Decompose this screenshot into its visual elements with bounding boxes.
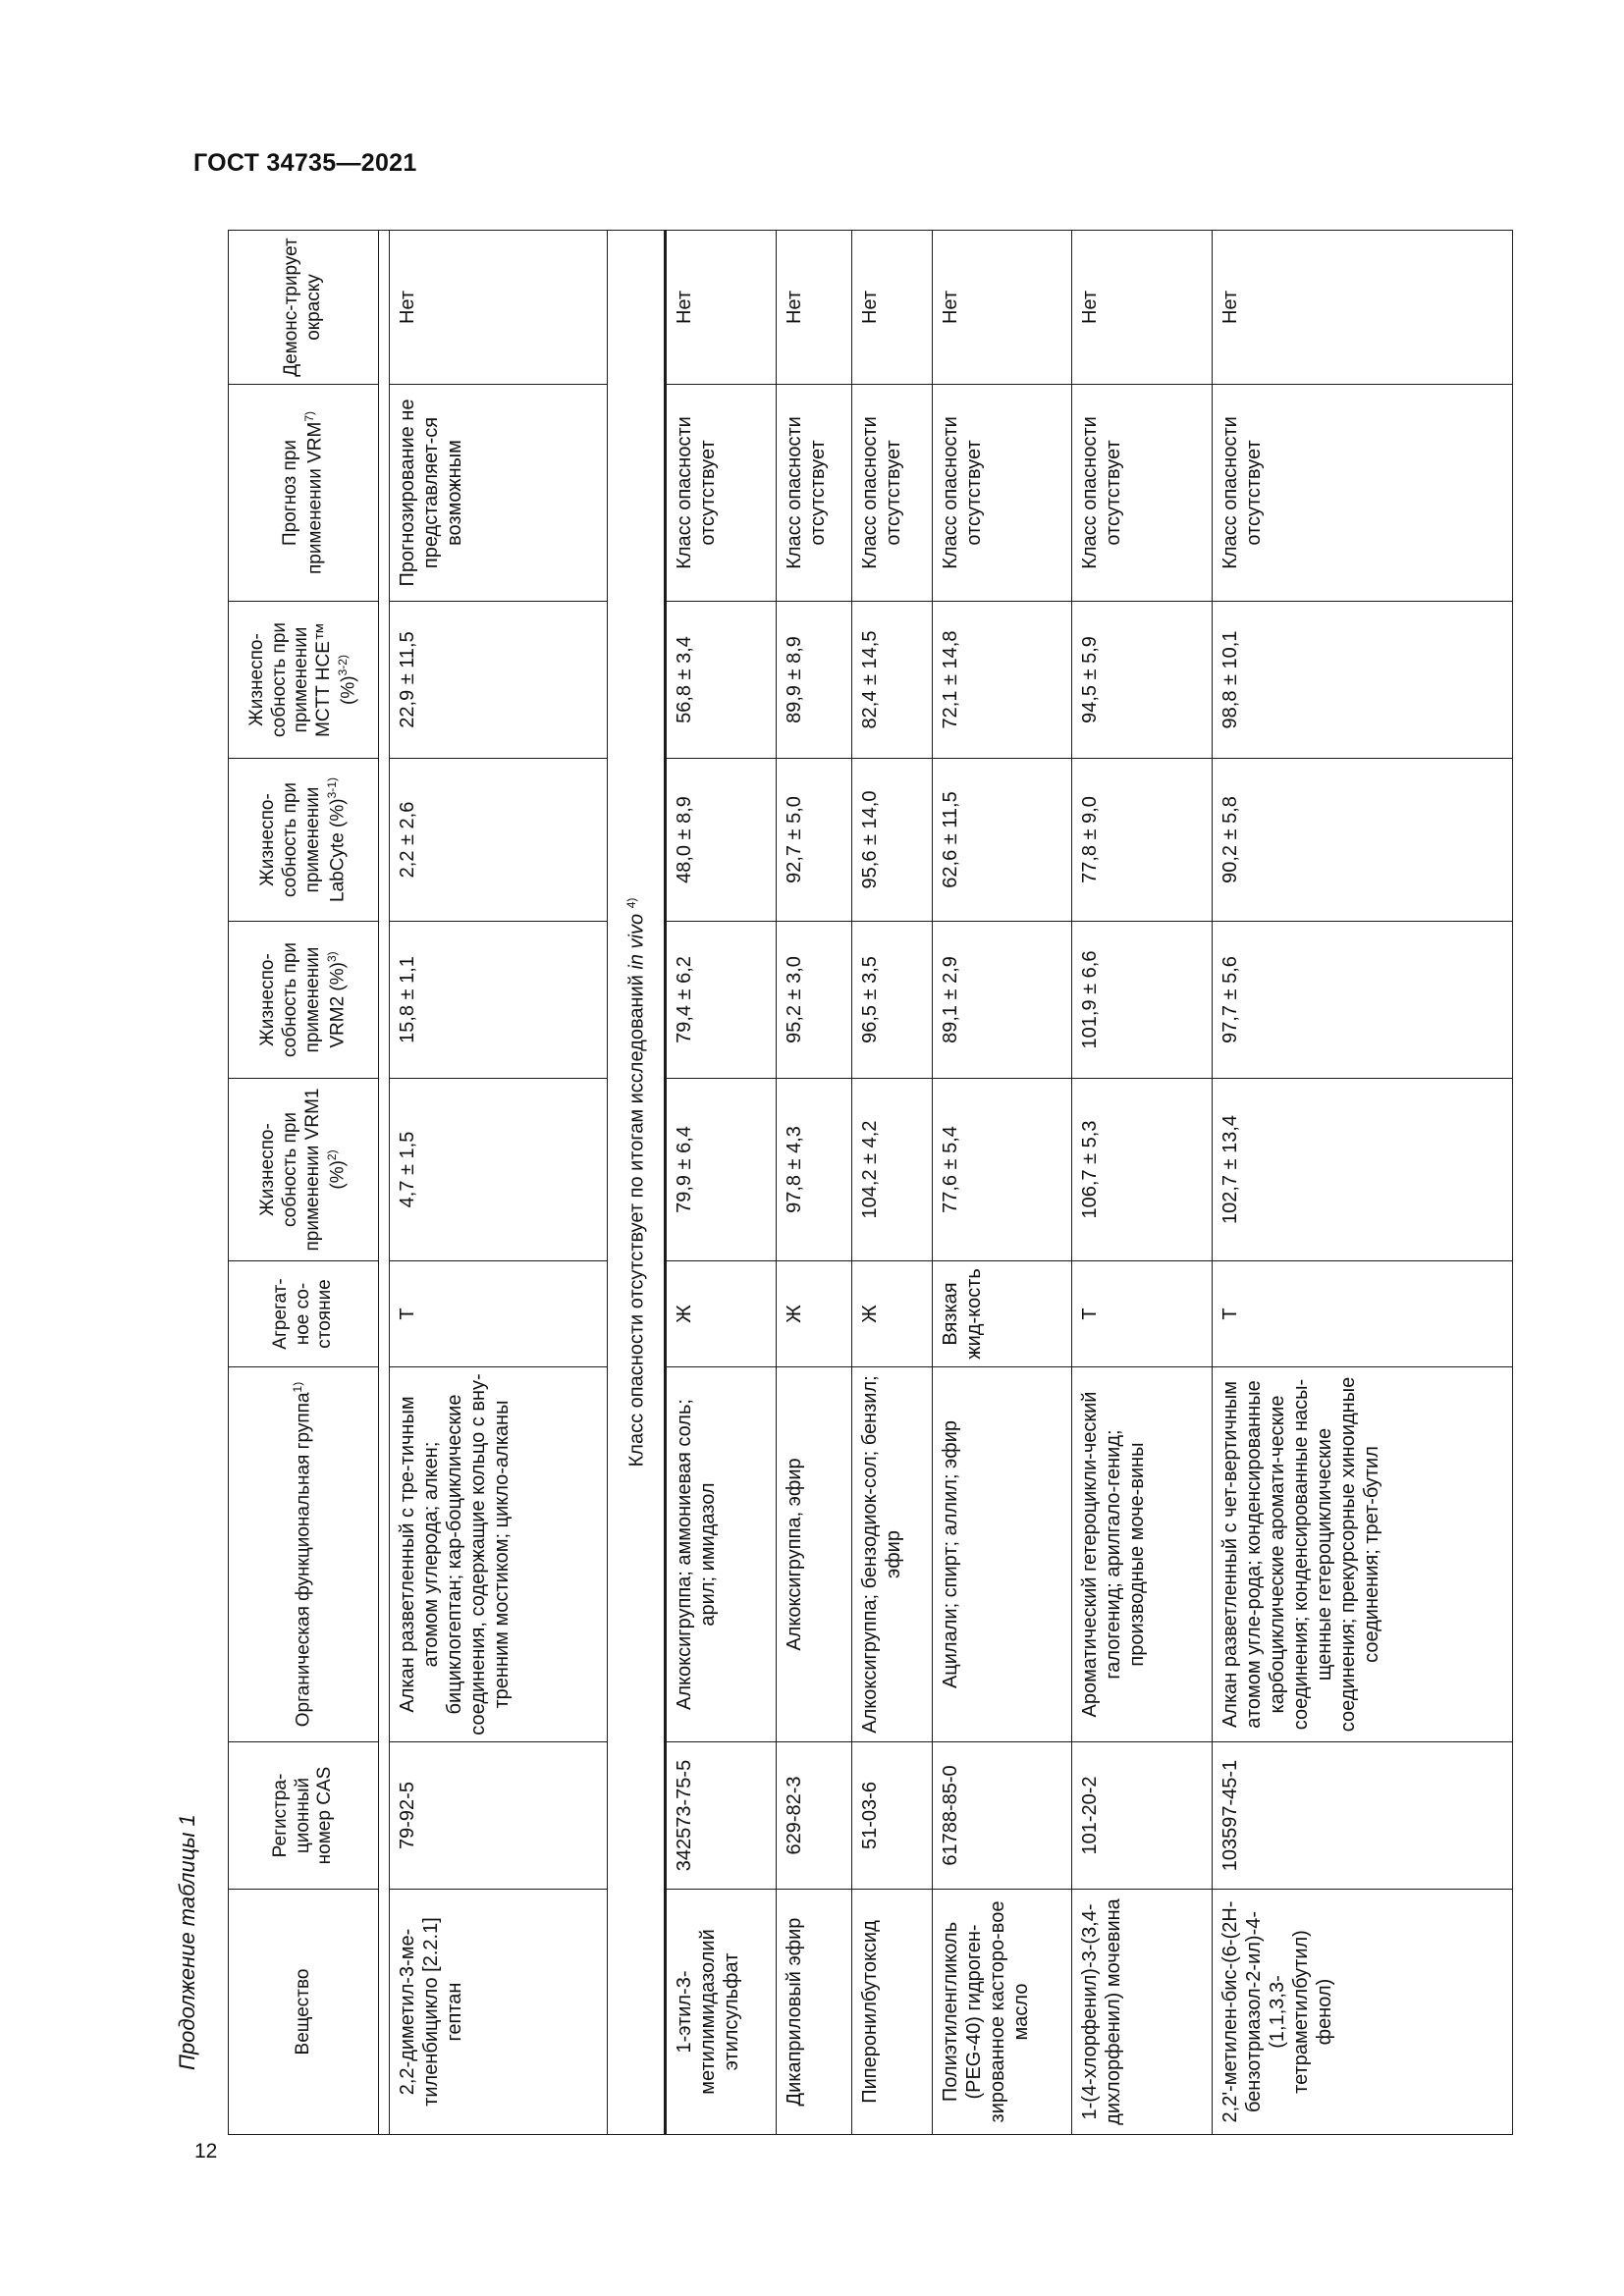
cell-mctt: 22,9 ± 11,5 — [390, 602, 608, 759]
cell-vrm2: 79,4 ± 6,2 — [666, 922, 776, 1079]
cell-substance: Полиэтиленгликоль (PEG-40) гидроген-зированное касторо-вое масло — [932, 1890, 1072, 2135]
cell-group: Алкоксигруппа, эфир — [776, 1367, 851, 1742]
section-header-italic: in vivo — [625, 913, 648, 970]
cell-vrm2: 95,2 ± 3,0 — [776, 922, 851, 1079]
cell-group: Алкан разветленный с тре-тичным атомом углерода; алкен; бициклогептан; кар-боциклические соединения, содержащие кольцо с вну-тренним мостиком; цикло-алканы — [390, 1367, 608, 1742]
cell-labcyte: 48,0 ± 8,9 — [666, 759, 776, 922]
cell-vrm1: 4,7 ± 1,5 — [390, 1079, 608, 1261]
header-cas: Регистра-ционный номер CAS — [229, 1742, 379, 1890]
substances-table — [228, 230, 1513, 2135]
cell-forecast: Класс опасности отсутствует — [1072, 385, 1213, 602]
header-gap-cell — [378, 231, 389, 2135]
cell-forecast: Класс опасности отсутствует — [776, 385, 851, 602]
cell-cas: 103597-45-1 — [1213, 1742, 1513, 1890]
cell-forecast: Класс опасности отсутствует — [1213, 385, 1513, 602]
table-header-row — [229, 231, 379, 2135]
table-row — [666, 231, 776, 2135]
cell-vrm2: 15,8 ± 1,1 — [390, 922, 608, 1079]
cell-cas: 51-03-6 — [852, 1742, 933, 1890]
cell-state: Вязкая жид-кость — [932, 1261, 1072, 1367]
rotated-table-container — [228, 231, 1513, 2135]
cell-vrm1: 97,8 ± 4,3 — [776, 1079, 851, 1261]
cell-mctt: 94,5 ± 5,9 — [1072, 602, 1213, 759]
header-vrm2: Жизнеспо-собность при применении VRM2 (%)$^{3)}$ — [229, 922, 379, 1079]
cell-mctt: 89,9 ± 8,9 — [776, 602, 851, 759]
cell-colors: Нет — [390, 231, 608, 385]
cell-labcyte: 90,2 ± 5,8 — [1213, 759, 1513, 922]
cell-forecast: Класс опасности отсутствует — [932, 385, 1072, 602]
cell-group: Алкоксигруппа; бензодиок-сол; бензил; эфир — [852, 1367, 933, 1742]
cell-state: Ж — [776, 1261, 851, 1367]
cell-state: Т — [1213, 1261, 1513, 1367]
cell-vrm1: 106,7 ± 5,3 — [1072, 1079, 1213, 1261]
table-row — [1072, 231, 1213, 2135]
cell-labcyte: 95,6 ± 14,0 — [852, 759, 933, 922]
cell-state: Т — [390, 1261, 608, 1367]
cell-labcyte: 77,8 ± 9,0 — [1072, 759, 1213, 922]
cell-group: Ацилали; спирт; аллил; эфир — [932, 1367, 1072, 1742]
cell-cas: 101-20-2 — [1072, 1742, 1213, 1890]
header-colors: Демонс-трирует окраску — [229, 231, 379, 385]
cell-group: Ароматический гетероцикли-ческий галогенид; арилгало-генид; производные моче-вины — [1072, 1367, 1213, 1742]
table-row — [852, 231, 933, 2135]
cell-group: Алкан разветленный с чет-вертичным атомом угле-рода; конденсированные карбоциклические аромати-ческие соединения; конденсированные насы-щенные гетероциклические соединения; прекурсорные хиноидные соединения; трет-бутил — [1213, 1367, 1513, 1742]
cell-colors: Нет — [852, 231, 933, 385]
cell-vrm1: 102,7 ± 13,4 — [1213, 1079, 1513, 1261]
cell-cas: 342573-75-5 — [666, 1742, 776, 1890]
cell-labcyte: 2,2 ± 2,6 — [390, 759, 608, 922]
cell-cas: 629-82-3 — [776, 1742, 851, 1890]
cell-substance: 1-этил-3-метилимидазолий этилсульфат — [666, 1890, 776, 2135]
table-row — [776, 231, 851, 2135]
header-substance: Вещество — [229, 1890, 379, 2135]
section-header-sup: 4) — [623, 897, 638, 909]
cell-forecast: Класс опасности отсутствует — [666, 385, 776, 602]
cell-colors: Нет — [932, 231, 1072, 385]
cell-substance: 2,2'-метилен-бис-(6-(2Н-бензотриазол-2-ил)-4-(1,1,3,3-тетраметилбутил) фенол) — [1213, 1890, 1513, 2135]
cell-forecast: Класс опасности отсутствует — [852, 385, 933, 602]
document-code: ГОСТ 34735—2021 — [193, 149, 417, 177]
cell-labcyte: 62,6 ± 11,5 — [932, 759, 1072, 922]
cell-state: Т — [1072, 1261, 1213, 1367]
cell-substance: Пиперонилбутоксид — [852, 1890, 933, 2135]
header-state: Агрегат-ное со-стояние — [229, 1261, 379, 1367]
cell-mctt: 82,4 ± 14,5 — [852, 602, 933, 759]
cell-vrm1: 79,9 ± 6,4 — [666, 1079, 776, 1261]
cell-vrm1: 104,2 ± 4,2 — [852, 1079, 933, 1261]
table-continuation-caption: Продолжение таблицы 1 — [175, 1814, 199, 2070]
cell-mctt: 98,8 ± 10,1 — [1213, 602, 1513, 759]
cell-group: Алкоксигруппа; аммониевая соль; арил; имидазол — [666, 1367, 776, 1742]
header-mctt: Жизнеспо-собность при применении MCTT HCE™ (%)$^{3-2)}$ — [229, 602, 379, 759]
cell-state: Ж — [852, 1261, 933, 1367]
cell-vrm2: 101,9 ± 6,6 — [1072, 922, 1213, 1079]
table-row — [390, 231, 608, 2135]
cell-vrm2: 96,5 ± 3,5 — [852, 922, 933, 1079]
cell-colors: Нет — [776, 231, 851, 385]
header-functional-group: Органическая функциональная группа$^{1)}$ — [229, 1367, 379, 1742]
cell-labcyte: 92,7 ± 5,0 — [776, 759, 851, 922]
cell-colors: Нет — [666, 231, 776, 385]
header-gap-row — [378, 231, 389, 2135]
cell-vrm2: 97,7 ± 5,6 — [1213, 922, 1513, 1079]
cell-forecast: Прогнозирование не представляет-ся возможным — [390, 385, 608, 602]
cell-substance: 2,2-диметил-3-ме-тиленбицикло [2.2.1] гептан — [390, 1890, 608, 2135]
header-labcyte: Жизнеспо-собность при применении LabCyte (%)$^{3-1)}$ — [229, 759, 379, 922]
cell-cas: 61788-85-0 — [932, 1742, 1072, 1890]
cell-substance: 1-(4-хлорфенил)-3-(3,4-дихлорфенил) мочевина — [1072, 1890, 1213, 2135]
cell-cas: 79-92-5 — [390, 1742, 608, 1890]
cell-colors: Нет — [1072, 231, 1213, 385]
cell-vrm2: 89,1 ± 2,9 — [932, 922, 1072, 1079]
table-row — [1213, 231, 1513, 2135]
cell-colors: Нет — [1213, 231, 1513, 385]
cell-state: Ж — [666, 1261, 776, 1367]
page-number: 12 — [194, 2140, 218, 2163]
section-header-cell — [608, 231, 666, 2135]
header-vrm1: Жизнеспо-собность при применении VRM1 (%)$^{2)}$ — [229, 1079, 379, 1261]
cell-mctt: 56,8 ± 3,4 — [666, 602, 776, 759]
cell-vrm1: 77,6 ± 5,4 — [932, 1079, 1072, 1261]
section-header-text: Класс опасности отсутствует по итогам исследований — [625, 975, 648, 1468]
cell-mctt: 72,1 ± 14,8 — [932, 602, 1072, 759]
cell-substance: Дикаприловый эфир — [776, 1890, 851, 2135]
header-forecast: Прогноз при применении VRM$^{7)}$ — [229, 385, 379, 602]
table-row — [932, 231, 1072, 2135]
section-header-row — [608, 231, 666, 2135]
